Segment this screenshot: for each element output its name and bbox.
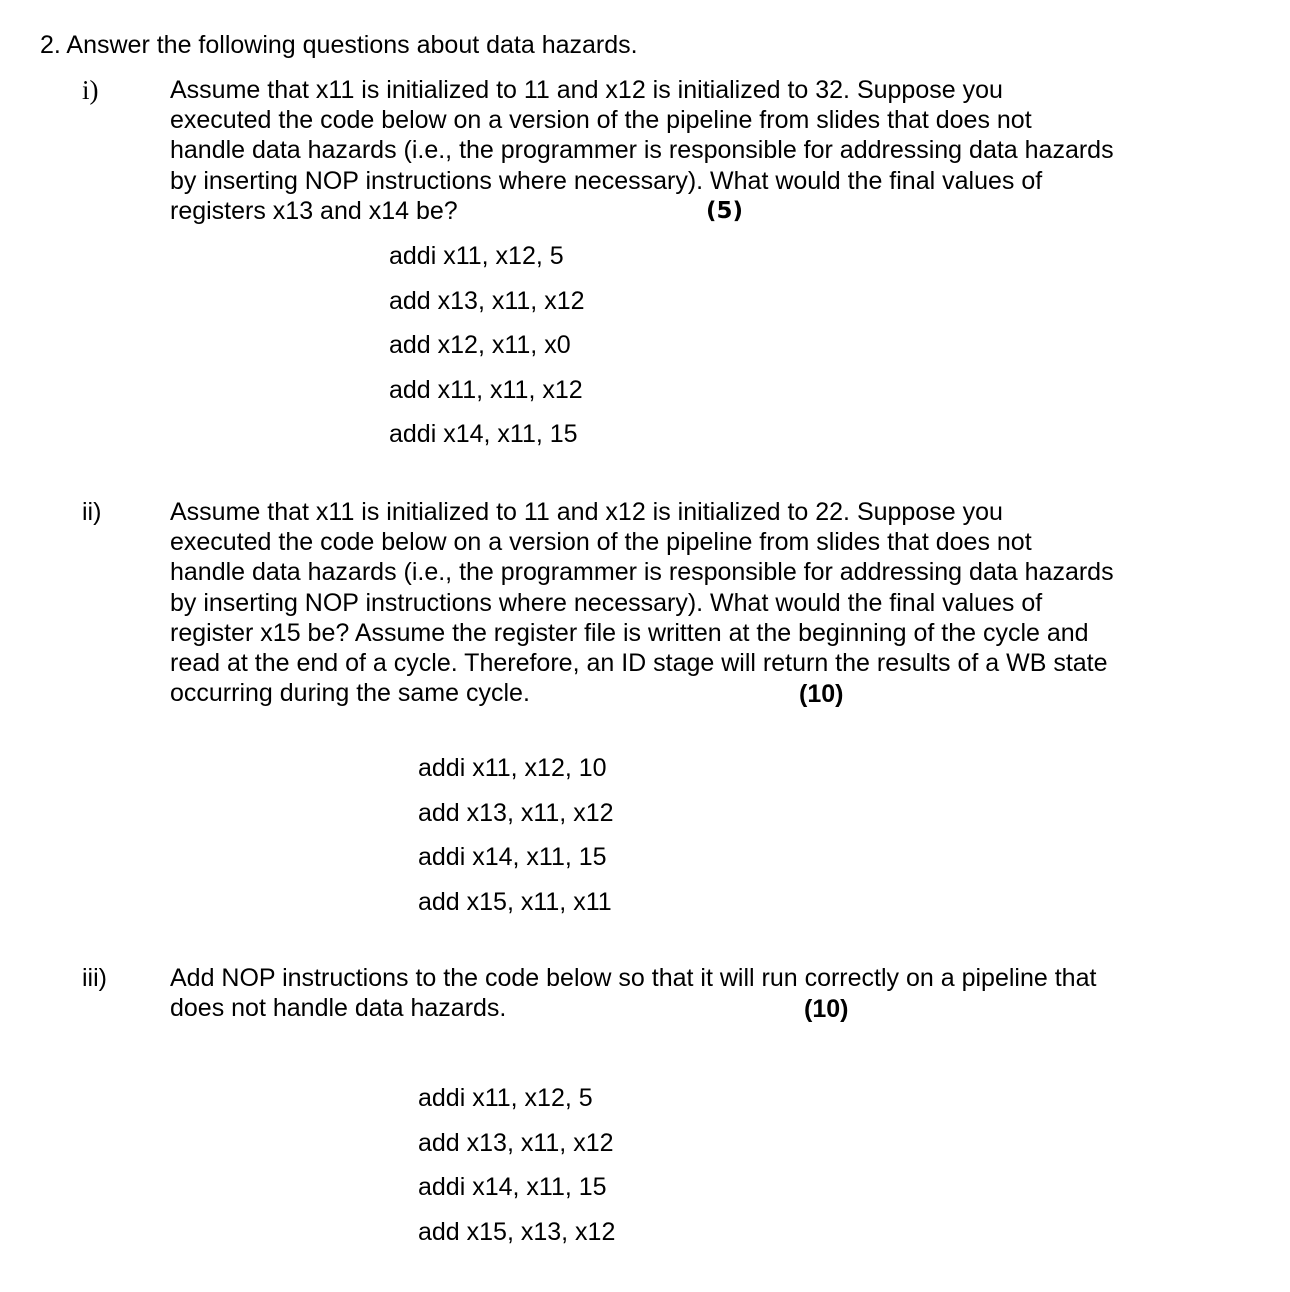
part-iii-code-block	[418, 1076, 615, 1254]
code-line: add x12, x11, x0	[389, 331, 571, 359]
code-line: addi x11, x12, 10	[418, 754, 607, 782]
part-i-line-1: Assume that x11 is initialized to 11 and x12 is initialized to 32. Suppose you	[170, 76, 1003, 104]
part-ii-line-5: register x15 be? Assume the register file is written at the beginning of the cycle and	[170, 618, 1089, 647]
part-ii-line-6: read at the end of a cycle. Therefore, an ID stage will return the results of a WB state	[170, 649, 1108, 678]
part-i-line-5: registers x13 and x14 be?	[170, 196, 458, 225]
part-i-numeral: i)	[82, 75, 99, 105]
part-ii-line-1: Assume that x11 is initialized to 11 and x12 is initialized to 22. Suppose you	[170, 498, 1003, 526]
code-line: add x11, x11, x12	[389, 375, 583, 404]
code-line: addi x11, x12, 5	[389, 242, 564, 270]
part-ii-numeral: ii)	[82, 498, 102, 526]
code-line: add x13, x11, x12	[418, 798, 614, 827]
part-iii-line-1: Add NOP instructions to the code below so that it will run correctly on a pipeline that	[170, 964, 1097, 992]
question-heading: 2. Answer the following questions about data hazards.	[40, 31, 638, 59]
part-ii-text	[170, 497, 1114, 708]
part-i-points: (5)	[706, 198, 744, 224]
part-ii-line-2: executed the code below on a version of the pipeline from slides that does not	[170, 528, 1032, 557]
code-line: add x13, x11, x12	[418, 1128, 614, 1157]
code-line: add x13, x11, x12	[389, 286, 585, 315]
part-iii-line-2: does not handle data hazards.	[170, 994, 507, 1023]
code-line: addi x14, x11, 15	[418, 1173, 607, 1201]
part-iii-text	[170, 963, 1096, 1023]
part-i-line-4: by inserting NOP instructions where necessary). What would the final values of	[170, 166, 1043, 195]
part-iii-points: (10)	[804, 995, 849, 1023]
code-line: addi x14, x11, 15	[389, 420, 578, 448]
part-i-line-2: executed the code below on a version of the pipeline from slides that does not	[170, 106, 1032, 135]
part-i-text	[170, 75, 1114, 226]
code-line: addi x14, x11, 15	[418, 843, 607, 871]
code-line: add x15, x13, x12	[418, 1217, 616, 1246]
code-line: add x15, x11, x11	[418, 887, 612, 916]
part-ii-line-3: handle data hazards (i.e., the programmer is responsible for addressing data hazards	[170, 558, 1114, 587]
part-ii-line-4: by inserting NOP instructions where necessary). What would the final values of	[170, 588, 1043, 617]
part-iii-numeral: iii)	[82, 964, 107, 992]
part-i-code-block	[389, 234, 585, 457]
part-i-line-3: handle data hazards (i.e., the programmer is responsible for addressing data hazards	[170, 136, 1114, 165]
part-ii-points: (10)	[799, 680, 844, 708]
part-ii-code-block	[418, 746, 614, 924]
part-ii-line-7: occurring during the same cycle.	[170, 679, 530, 708]
code-line: addi x11, x12, 5	[418, 1084, 593, 1112]
